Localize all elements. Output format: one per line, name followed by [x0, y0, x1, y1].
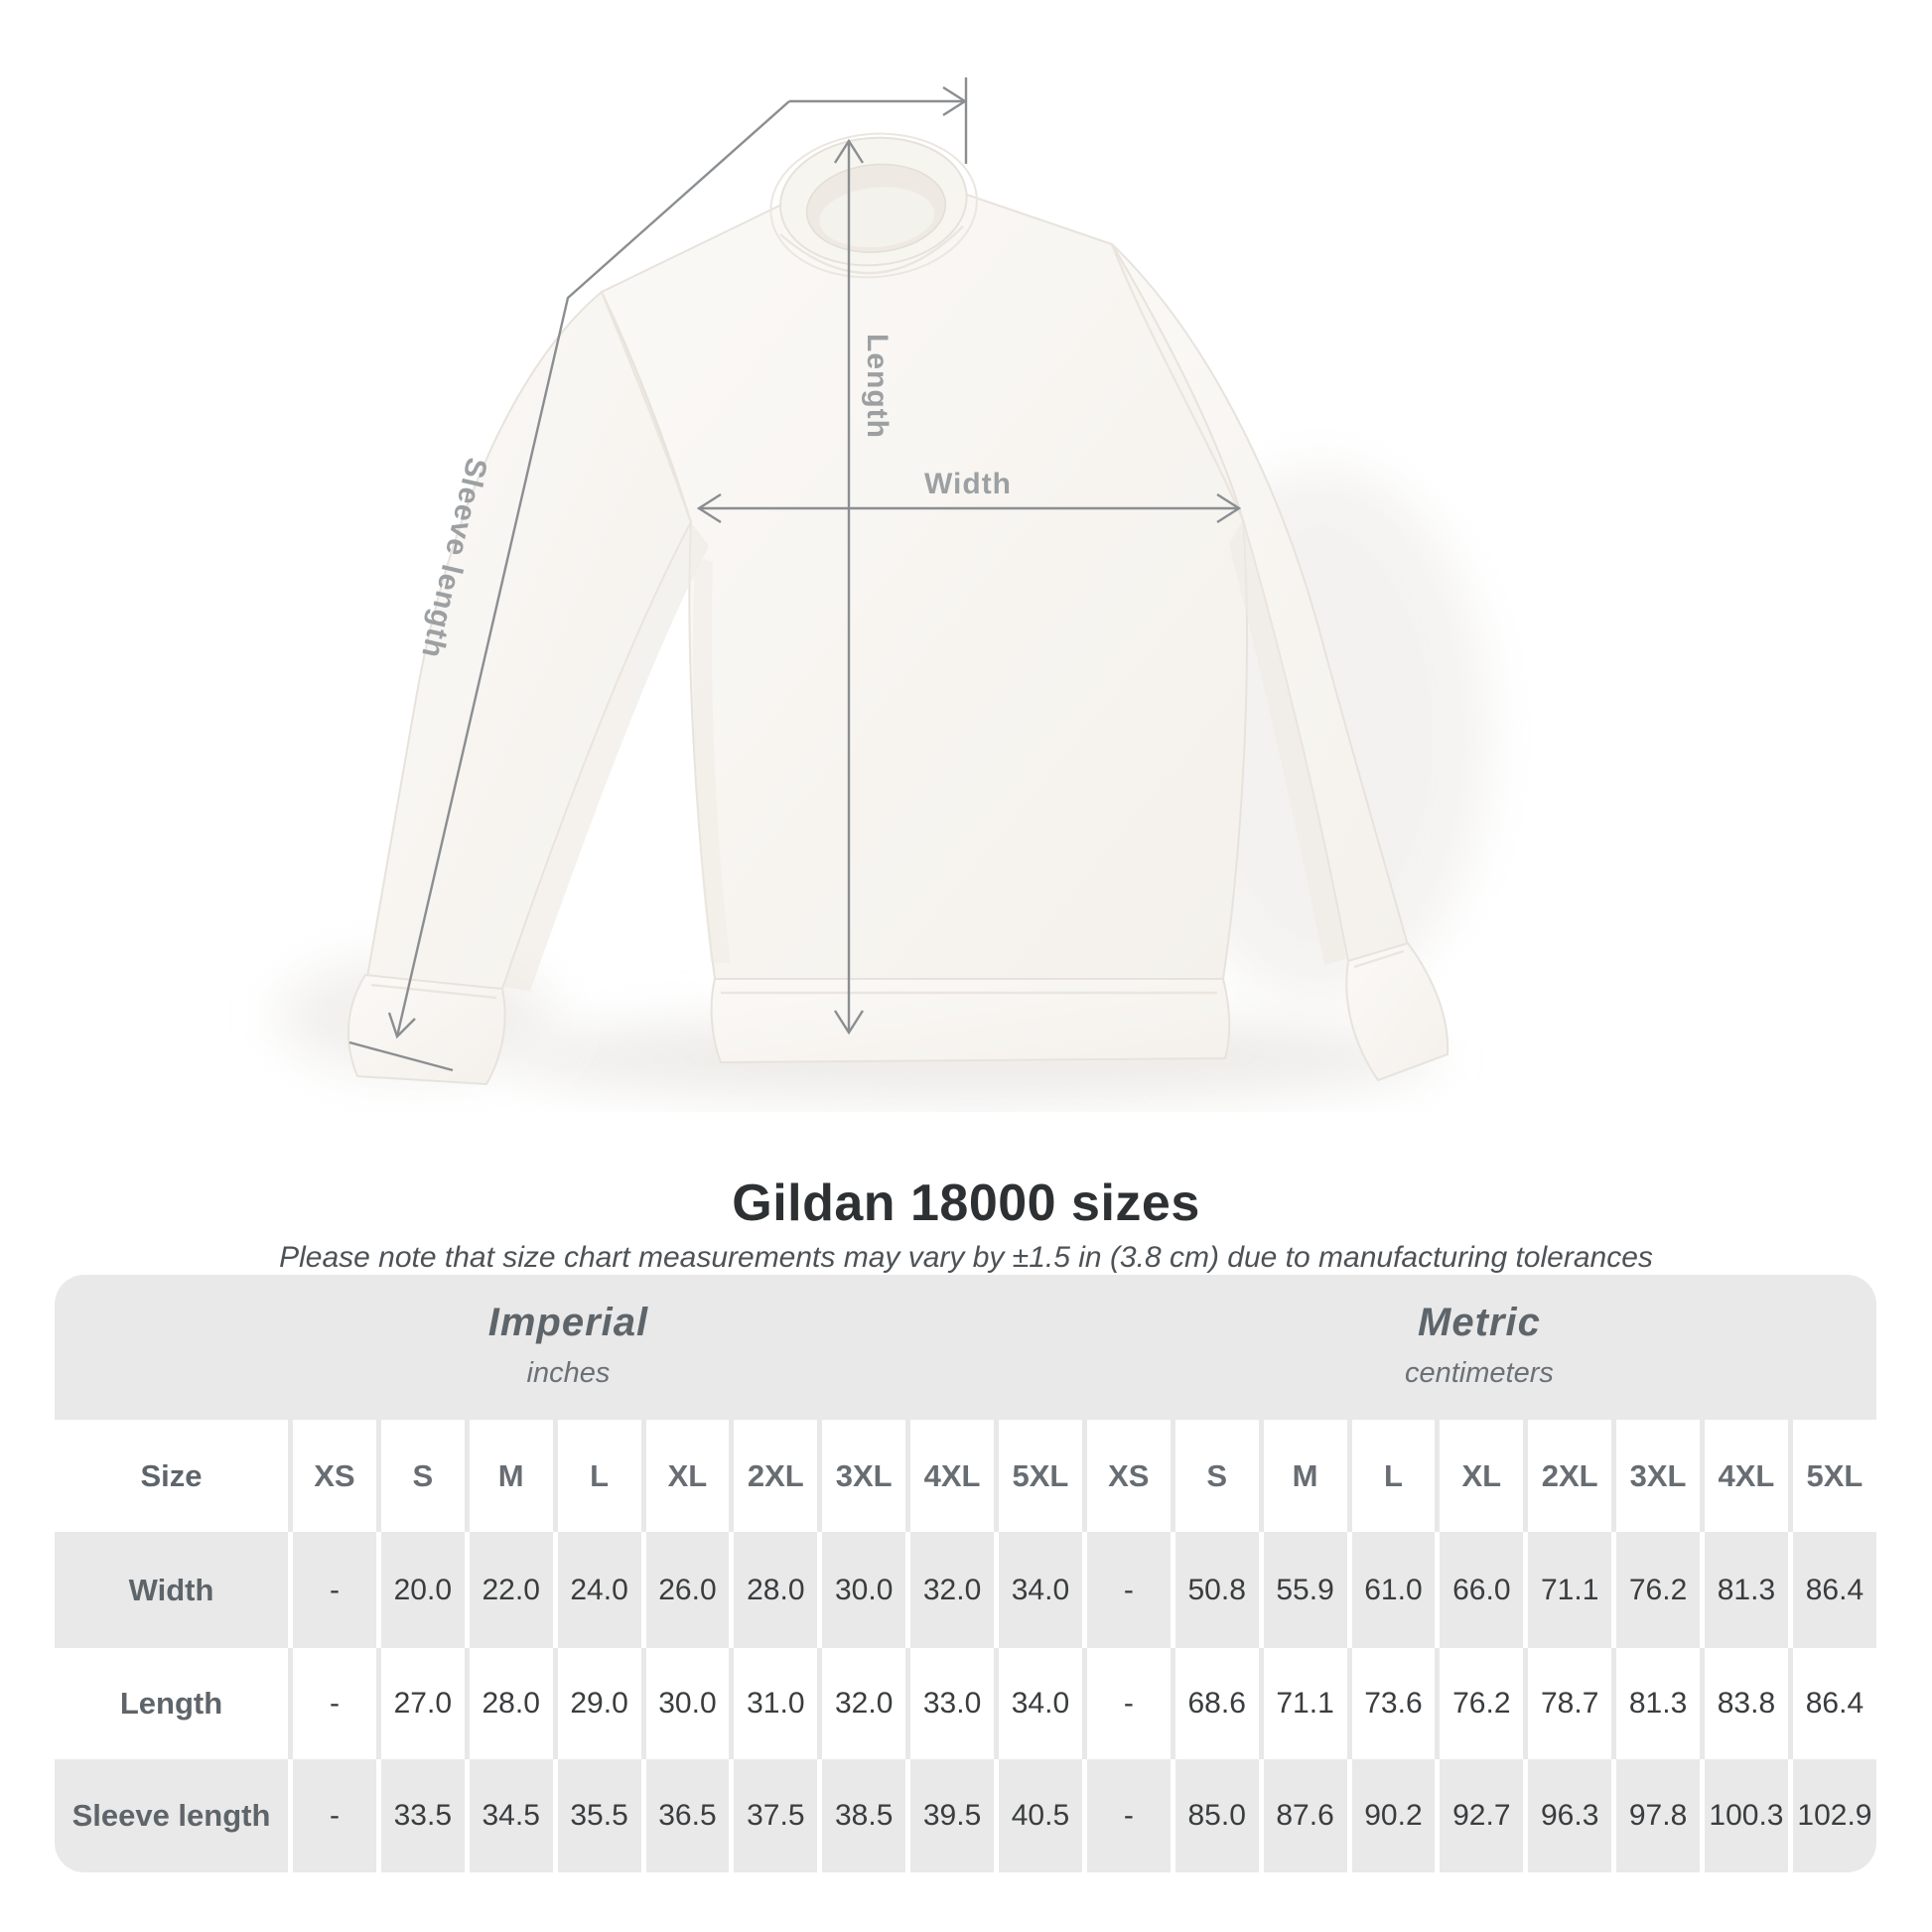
row-label: Length: [55, 1648, 288, 1759]
value-cell: 87.6: [1259, 1759, 1347, 1872]
value-cell: 83.8: [1700, 1648, 1788, 1759]
size-header-m-metric: M: [1259, 1420, 1347, 1532]
value-cell: 29.0: [553, 1648, 641, 1759]
size-header-2xl-imperial: 2XL: [729, 1420, 817, 1532]
value-cell: 55.9: [1259, 1532, 1347, 1648]
value-cell: 32.0: [817, 1648, 905, 1759]
size-header-xs-metric: XS: [1082, 1420, 1171, 1532]
value-cell: 38.5: [817, 1759, 905, 1872]
size-column-header: Size: [55, 1420, 288, 1532]
value-cell: 73.6: [1347, 1648, 1436, 1759]
value-cell: 31.0: [729, 1648, 817, 1759]
value-cell: 34.5: [465, 1759, 553, 1872]
unit-group-sublabel: centimeters: [1404, 1357, 1554, 1389]
value-cell: 102.9: [1788, 1759, 1876, 1872]
value-cell: 76.2: [1435, 1648, 1523, 1759]
hem-band: [712, 979, 1230, 1062]
size-header-s-imperial: S: [376, 1420, 465, 1532]
value-cell: 86.4: [1788, 1532, 1876, 1648]
size-header-5xl-metric: 5XL: [1788, 1420, 1876, 1532]
value-cell: -: [1082, 1759, 1171, 1872]
value-cell: 28.0: [729, 1532, 817, 1648]
size-header-5xl-imperial: 5XL: [994, 1420, 1082, 1532]
value-cell: 68.6: [1171, 1648, 1259, 1759]
value-cell: 66.0: [1435, 1532, 1523, 1648]
value-cell: 76.2: [1611, 1532, 1700, 1648]
value-cell: 30.0: [641, 1648, 730, 1759]
value-cell: 28.0: [465, 1648, 553, 1759]
size-header-2xl-metric: 2XL: [1523, 1420, 1611, 1532]
unit-group-sublabel: inches: [526, 1357, 611, 1389]
page-title: Gildan 18000 sizes: [732, 1174, 1200, 1232]
sleeve-length-label: Sleeve length: [414, 454, 493, 662]
value-cell: 30.0: [817, 1532, 905, 1648]
value-cell: 81.3: [1611, 1648, 1700, 1759]
size-header-l-metric: L: [1347, 1420, 1436, 1532]
value-cell: 34.0: [994, 1532, 1082, 1648]
size-header-xl-metric: XL: [1435, 1420, 1523, 1532]
value-cell: 39.5: [905, 1759, 994, 1872]
value-cell: 92.7: [1435, 1759, 1523, 1872]
value-cell: 61.0: [1347, 1532, 1436, 1648]
units-header-row: [55, 1275, 1876, 1420]
unit-group-metric: [1082, 1275, 1876, 1420]
value-cell: 36.5: [641, 1759, 730, 1872]
value-cell: 32.0: [905, 1532, 994, 1648]
value-cell: -: [288, 1532, 376, 1648]
unit-group-label: Metric: [1418, 1301, 1541, 1344]
size-header-xl-imperial: XL: [641, 1420, 730, 1532]
value-cell: -: [288, 1759, 376, 1872]
value-cell: 26.0: [641, 1532, 730, 1648]
measurement-row: [55, 1648, 1876, 1759]
size-header-4xl-imperial: 4XL: [905, 1420, 994, 1532]
value-cell: 96.3: [1523, 1759, 1611, 1872]
row-label: Width: [55, 1532, 288, 1648]
value-cell: 90.2: [1347, 1759, 1436, 1872]
tolerance-note: Please note that size chart measurements may vary by ±1.5 in (3.8 cm) due to manufacturing tolerances: [279, 1241, 1653, 1274]
value-cell: 40.5: [994, 1759, 1082, 1872]
value-cell: 86.4: [1788, 1648, 1876, 1759]
value-cell: 34.0: [994, 1648, 1082, 1759]
size-table-container: [55, 1275, 1876, 1872]
size-header-l-imperial: L: [553, 1420, 641, 1532]
value-cell: 33.5: [376, 1759, 465, 1872]
value-cell: -: [1082, 1648, 1171, 1759]
value-cell: 50.8: [1171, 1532, 1259, 1648]
size-header-row: [55, 1420, 1876, 1532]
row-label: Sleeve length: [55, 1759, 288, 1872]
value-cell: 22.0: [465, 1532, 553, 1648]
value-cell: 24.0: [553, 1532, 641, 1648]
size-header-s-metric: S: [1171, 1420, 1259, 1532]
unit-group-label: Imperial: [487, 1301, 649, 1344]
value-cell: -: [288, 1648, 376, 1759]
size-header-3xl-imperial: 3XL: [817, 1420, 905, 1532]
width-label: Width: [923, 468, 1013, 500]
length-label: Length: [861, 334, 894, 439]
value-cell: 97.8: [1611, 1759, 1700, 1872]
value-cell: 35.5: [553, 1759, 641, 1872]
unit-group-imperial: [55, 1275, 1082, 1420]
value-cell: 78.7: [1523, 1648, 1611, 1759]
value-cell: 85.0: [1171, 1759, 1259, 1872]
value-cell: 71.1: [1523, 1532, 1611, 1648]
size-header-m-imperial: M: [465, 1420, 553, 1532]
value-cell: 33.0: [905, 1648, 994, 1759]
value-cell: 27.0: [376, 1648, 465, 1759]
size-header-3xl-metric: 3XL: [1611, 1420, 1700, 1532]
measurement-row: [55, 1759, 1876, 1872]
value-cell: 37.5: [729, 1759, 817, 1872]
value-cell: 100.3: [1700, 1759, 1788, 1872]
size-header-4xl-metric: 4XL: [1700, 1420, 1788, 1532]
value-cell: -: [1082, 1532, 1171, 1648]
value-cell: 20.0: [376, 1532, 465, 1648]
value-cell: 71.1: [1259, 1648, 1347, 1759]
size-header-xs-imperial: XS: [288, 1420, 376, 1532]
value-cell: 81.3: [1700, 1532, 1788, 1648]
measurement-row: [55, 1532, 1876, 1648]
size-table: [55, 1275, 1876, 1872]
